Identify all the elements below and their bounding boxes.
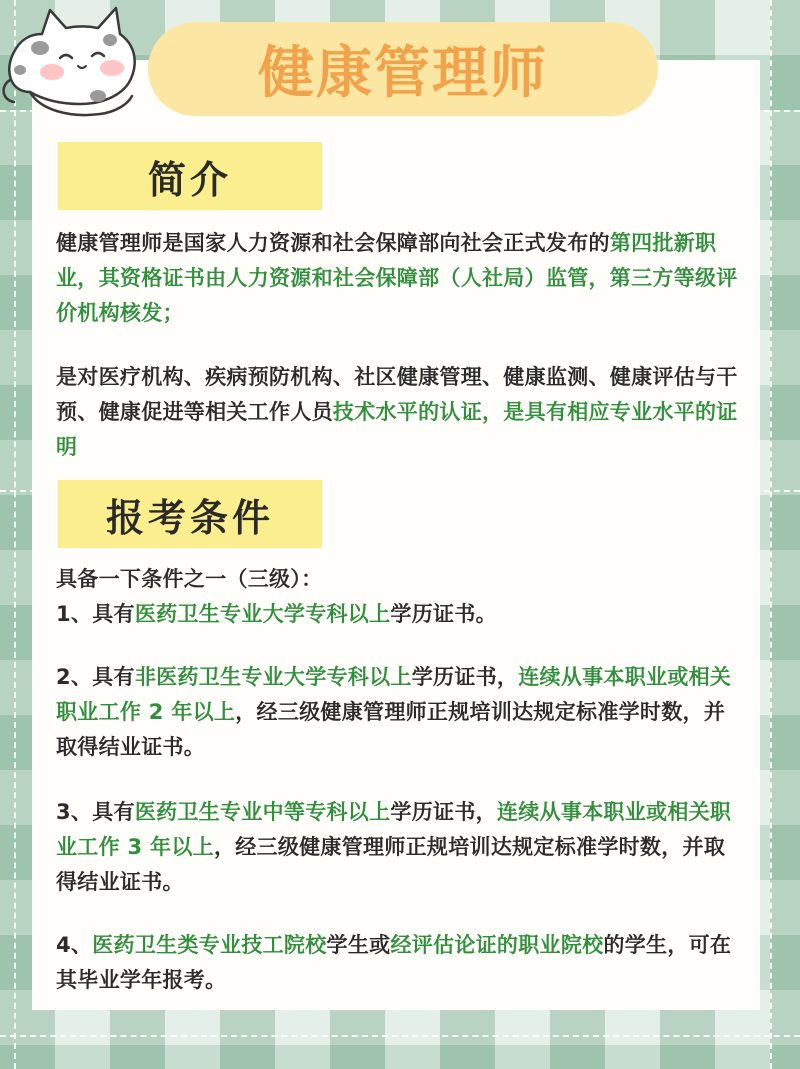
intro-paragraph-1	[56, 226, 746, 331]
intro-heading	[58, 142, 322, 210]
c2-text-a: 2、具有	[56, 665, 135, 689]
c3-text-a: 3、具有	[56, 800, 135, 824]
bg-dash-line	[14, 0, 16, 1069]
intro-p1-text: 健康管理师是国家人力资源和社会保障部向社会正式发布的	[56, 231, 610, 255]
cat-illustration-icon	[0, 0, 150, 130]
title-banner	[148, 22, 658, 116]
intro-p1-highlight: 第四批新职业，其资格证书由人力资源和社会保障部（人社局）监管，第三方等级评价机构核发；	[56, 231, 738, 325]
condition-item-3	[56, 795, 746, 900]
c1-highlight: 医药卫生专业大学专科以上	[134, 602, 391, 626]
c4-text-c: 的学生，可在其毕业学年报考。	[56, 933, 732, 992]
c1-text-a: 1、具有	[56, 602, 135, 626]
bg-dash-line	[0, 1035, 800, 1037]
intro-p2-text: 是对医疗机构、疾病预防机构、社区健康管理、健康监测、健康评估与干预、健康促进等相关工作人员	[56, 365, 738, 424]
condition-item-2	[56, 660, 746, 765]
intro-p2-highlight: 技术水平的认证，是具有相应专业水平的证明	[56, 400, 738, 459]
conditions-heading	[58, 480, 322, 548]
conditions-lead-text: 具备一下条件之一（三级）：	[56, 567, 323, 591]
bg-dash-line	[770, 0, 772, 1069]
intro-heading-text: 简介	[147, 157, 232, 202]
c4-text-a: 4、	[56, 933, 93, 957]
page-title: 健康管理师	[258, 41, 548, 106]
intro-paragraph-2	[56, 360, 746, 465]
c3-highlight-b: 连续从事本职业或相关职业工作 3 年以上	[56, 800, 732, 859]
c2-text-b: 学历证书，	[411, 665, 519, 689]
conditions-lead	[56, 562, 746, 597]
c4-highlight-b: 经评估论证的职业院校	[390, 933, 604, 957]
c2-text-c: ，经三级健康管理师正规培训达规定标准学时数，并取得结业证书。	[56, 700, 726, 759]
c2-highlight-a: 非医药卫生专业大学专科以上	[134, 665, 412, 689]
conditions-heading-text: 报考条件	[105, 495, 274, 540]
condition-item-4	[56, 928, 746, 998]
c2-highlight-b: 连续从事本职业或相关职业工作 2 年以上	[56, 665, 732, 724]
c4-text-b: 学生或	[326, 933, 391, 957]
c4-highlight-a: 医药卫生类专业技工院校	[92, 933, 327, 957]
c3-highlight-a: 医药卫生专业中等专科以上	[134, 800, 391, 824]
c1-text-b: 学历证书。	[390, 602, 497, 626]
condition-item-1	[56, 597, 746, 632]
content-card	[32, 60, 760, 1010]
c3-text-c: ，经三级健康管理师正规培训达规定标准学时数，并取得结业证书。	[56, 835, 726, 894]
c3-text-b: 学历证书，	[390, 800, 497, 824]
